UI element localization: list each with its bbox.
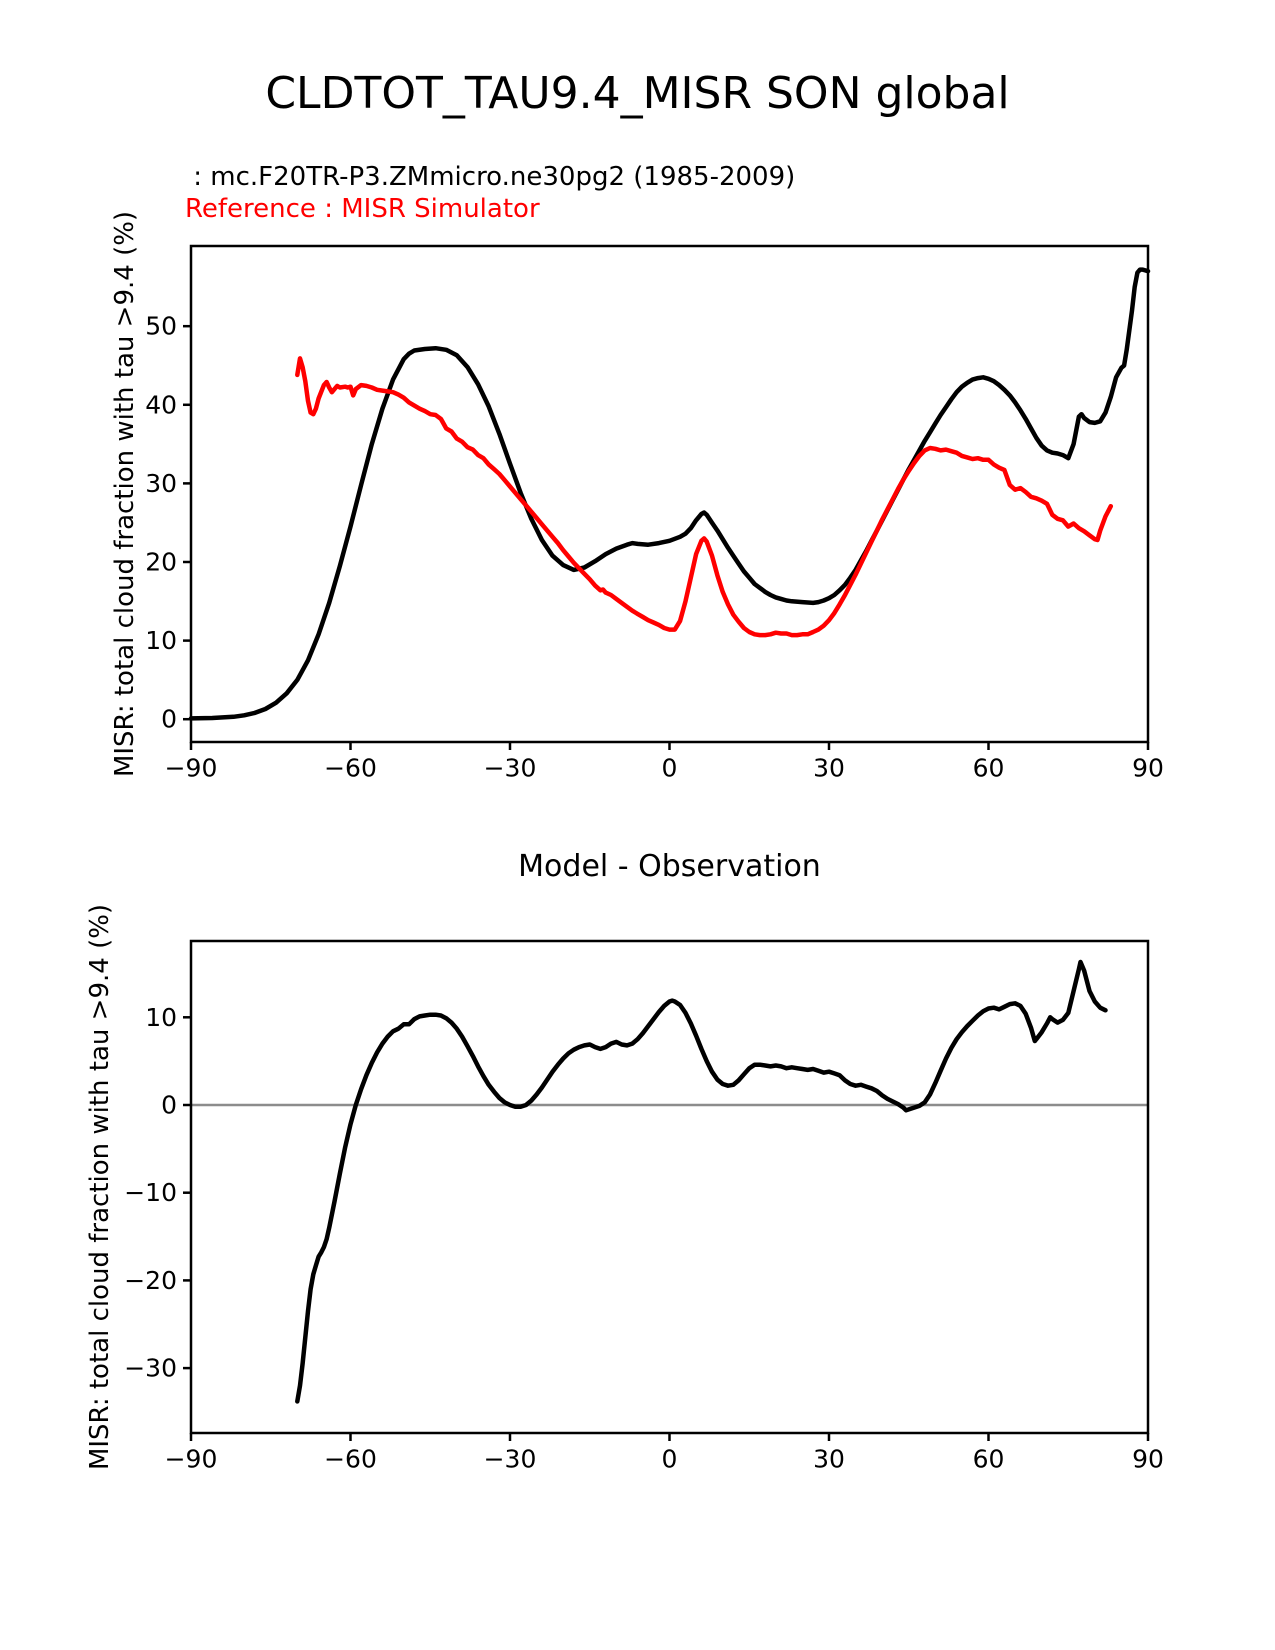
y-tick-label: 30 — [145, 468, 177, 498]
x-tick-label: 30 — [813, 1444, 845, 1474]
y-tick-label: −20 — [124, 1265, 177, 1295]
x-tick-label: 90 — [1132, 753, 1164, 783]
y-tick-label: 50 — [145, 311, 177, 341]
x-tick-label: −60 — [324, 753, 377, 783]
axes-frame — [191, 246, 1148, 742]
x-tick-label: 90 — [1132, 1444, 1164, 1474]
x-tick-label: 60 — [972, 1444, 1005, 1474]
y-axis-label: MISR: total cloud fraction with tau >9.4 (%) — [85, 903, 115, 1471]
x-tick-label: −90 — [164, 1444, 218, 1474]
x-tick-label: 0 — [661, 753, 678, 783]
top-chart — [110, 211, 1164, 782]
x-tick-label: 60 — [972, 753, 1005, 783]
y-tick-label: 40 — [145, 390, 177, 420]
y-tick-label: 0 — [161, 704, 177, 734]
bottom-chart — [85, 849, 1164, 1473]
x-tick-label: −30 — [483, 1444, 537, 1474]
x-tick-label: −90 — [164, 753, 218, 783]
x-tick-label: 30 — [813, 753, 845, 783]
y-axis-label: MISR: total cloud fraction with tau >9.4 (%) — [110, 210, 140, 778]
y-tick-label: −30 — [124, 1353, 177, 1383]
reference-misr-simulator-line — [297, 358, 1111, 635]
y-tick-label: −10 — [124, 1178, 177, 1208]
model-minus-observation-line — [297, 962, 1105, 1401]
x-tick-label: 0 — [661, 1444, 678, 1474]
x-tick-label: −60 — [324, 1444, 377, 1474]
y-tick-label: 20 — [145, 547, 177, 577]
model-mc-f20tr-p3-zmmicro-ne30pg2-line — [191, 270, 1148, 719]
reference-label: Reference : MISR Simulator — [185, 194, 540, 224]
panel-title: Model - Observation — [518, 849, 821, 884]
y-tick-label: 10 — [145, 1002, 177, 1032]
axes-frame — [191, 941, 1148, 1433]
model-run-label: : mc.F20TR-P3.ZMmicro.ne30pg2 (1985-2009) — [185, 162, 796, 192]
x-tick-label: −30 — [483, 753, 537, 783]
y-tick-label: 10 — [145, 626, 177, 656]
figure-title: CLDTOT_TAU9.4_MISR SON global — [265, 68, 1010, 119]
y-tick-label: 0 — [161, 1090, 177, 1120]
